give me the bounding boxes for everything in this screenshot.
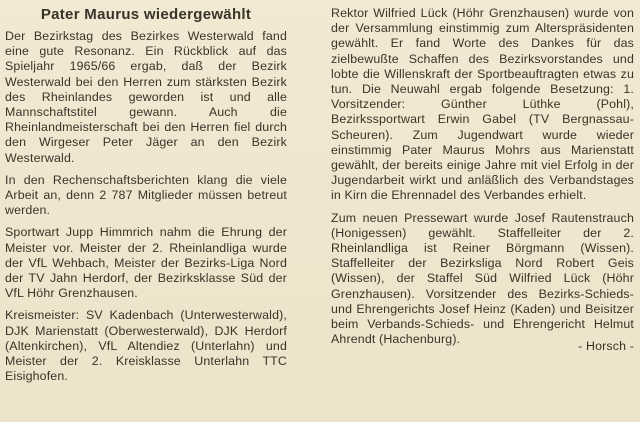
author-byline: - Horsch - — [578, 339, 634, 354]
paragraph: Der Bezirkstag des Bezirkes Westerwald fand eine gute Resonanz. Ein Rückblick auf das Spieljahr 1965/66 ergab, daß der Bezirk Westerwald bei den Herren zum stärksten Bezirk des Rheinlandes geworden ist und alle Mannschaftstitel gewann. Auch die Rheinlandmeisterschaft bei den Herren fiel durch den Wirgeser Peter Jäger an den Bezirk Westerwald. — [5, 29, 287, 165]
article-headline: Pater Maurus wiedergewählt — [40, 6, 252, 23]
paragraph: Rektor Wilfried Lück (Höhr Grenzhausen) wurde von der Versammlung einstimmig zum Alterspräsidenten gewählt. Er fand Worte des Dankes für das zielbewußte Schaffen des Bezirksvorstandes und lobte die Willenskraft der Sportbeauftragten etwas zu tun. Die Neuwahl ergab folgende Besetzung: 1. Vorsitzender: Günther Lüthke (Pohl), Bezirkssportwart Erwin Gabel (TV Bergnassau-Scheuren). Zum Jugendwart wurde wieder einstimmig Pater Maurus Mohrs aus Marienstatt gewählt, der bereits einige Jahre mit viel Erfolg in der Jugendarbeit wirkt und anläßlich des Verbandstages in Kirn die Ehrennadel des Verbandes erhielt. — [331, 6, 634, 203]
right-column — [331, 6, 634, 355]
paragraph: In den Rechenschaftsberichten klang die viele Arbeit an, denn 2 787 Mitglieder müssen betreut werden. — [5, 172, 287, 218]
left-column — [5, 6, 287, 391]
paragraph: Kreismeister: SV Kadenbach (Unterwesterwald), DJK Marienstatt (Oberwesterwald), DJK Herdorf (Altenkirchen), VfL Altendiez (Unterlahn) und Meister der 2. Kreisklasse Unterlahn TTC Eisighofen. — [5, 308, 287, 384]
paragraph: Zum neuen Pressewart wurde Josef Rautenstrauch (Honigessen) gewählt. Staffelleiter der 2. Rheinlandliga ist Reiner Börgmann (Wissen). Staffelleiter der Bezirksliga Nord Robert Geis (Wissen), der Staffel Süd Wilfried Lück (Höhr Grenzhausen). Vorsitzender des Bezirks-Schieds- und Ehrengerichts Josef Heinz (Kaden) und Beisitzer beim Verbands-Schieds- und Ehrengericht Helmut Ahrendt (Hachenburg). — [331, 210, 634, 347]
paragraph: Sportwart Jupp Himmrich nahm die Ehrung der Meister vor. Meister der 2. Rheinlandliga wurde der VfL Wehbach, Meister der Bezirks-Liga Nord der TV Jahn Herdorf, der Bezirksklasse Süd der VfL Höhr Grenzhausen. — [5, 225, 287, 301]
